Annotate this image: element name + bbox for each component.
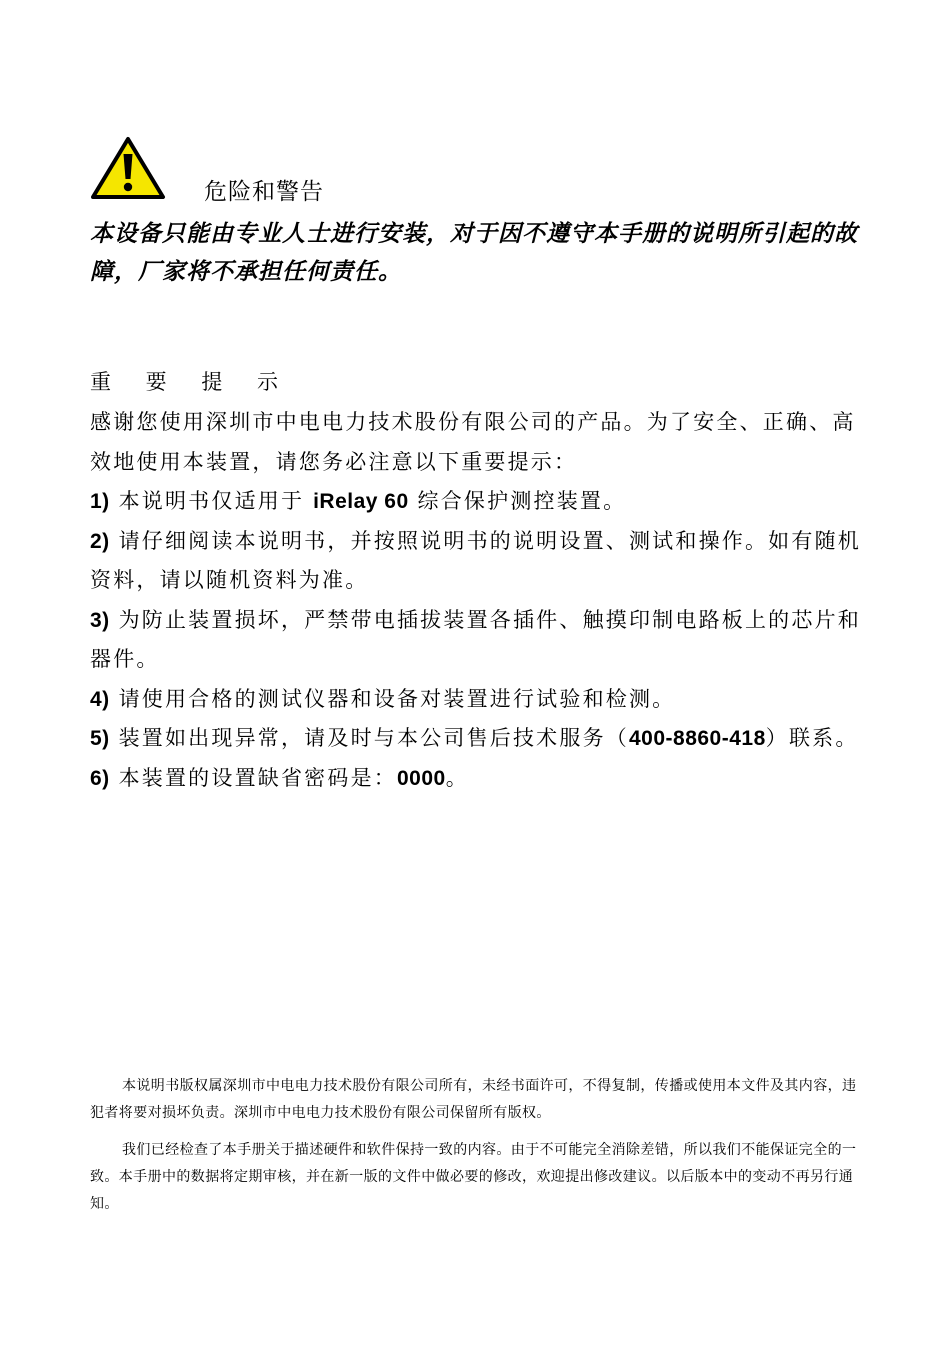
item-text: 本说明书仅适用于 [118,489,314,513]
warning-header [88,135,868,205]
tips-item-5 [90,719,862,759]
warning-title: 危险和警告 [204,179,324,205]
copyright-paragraph: 本说明书版权属深圳市中电电力技术股份有限公司所有，未经书面许可，不得复制，传播或使用本文件及其内容，违犯者将要对损坏负责。深圳市中电电力技术股份有限公司保留所有版权。 [90,1078,857,1121]
item-text: 请仔细阅读本说明书，并按照说明书的说明设置、测试和操作。如有随机资料，请以随机资料为准。 [90,528,861,592]
item-number: 6) [90,766,110,790]
item-number: 3) [90,608,110,632]
item-text-tail: ）联系。 [765,726,859,750]
service-phone: 400-8860-418 [628,727,766,750]
item-number: 4) [90,687,110,711]
tips-intro: 感谢您使用深圳市中电电力技术股份有限公司的产品。为了安全、正确、高效地使用本装置，请您务必注意以下重要提示： [90,410,856,474]
item-number: 5) [90,727,110,750]
item-text: 装置如出现异常，请及时与本公司售后技术服务（ [118,726,629,750]
important-tips-section [90,365,862,798]
item-text: 本装置的设置缺省密码是： [118,765,397,790]
item-text: 为防止装置损坏，严禁带电插拔装置各插件、触摸印制电路板上的芯片和器件。 [90,607,861,671]
warning-triangle-icon [90,135,166,201]
tips-heading: 重 要 提 示 [90,370,293,394]
disclaimer-paragraph: 我们已经检查了本手册关于描述硬件和软件保持一致的内容。由于不可能完全消除差错，所以我们不能保证完全的一致。本手册中的数据将定期审核，并在新一版的文件中做必要的修改，欢迎提出修改建议。以后版本中的变动不再另行通知。 [90,1142,857,1212]
tips-item-4 [90,680,862,720]
product-name: iRelay 60 [313,490,409,513]
tips-item-2 [90,522,862,601]
item-text-tail: 综合保护测控装置。 [408,489,627,513]
tips-item-6 [90,759,862,799]
warning-text: 本设备只能由专业人士进行安装，对于因不遵守本手册的说明所引起的故障，厂家将不承担任何责任。 [90,221,858,285]
item-text-tail: 。 [445,765,469,790]
tips-item-1 [90,482,862,522]
default-password: 0000 [396,766,446,790]
item-text: 请使用合格的测试仪器和设备对装置进行试验和检测。 [118,686,676,711]
item-number: 1) [90,490,110,513]
warning-section [88,135,868,291]
legal-notice [90,1073,862,1228]
item-number: 2) [90,529,110,553]
tips-item-3 [90,601,862,680]
